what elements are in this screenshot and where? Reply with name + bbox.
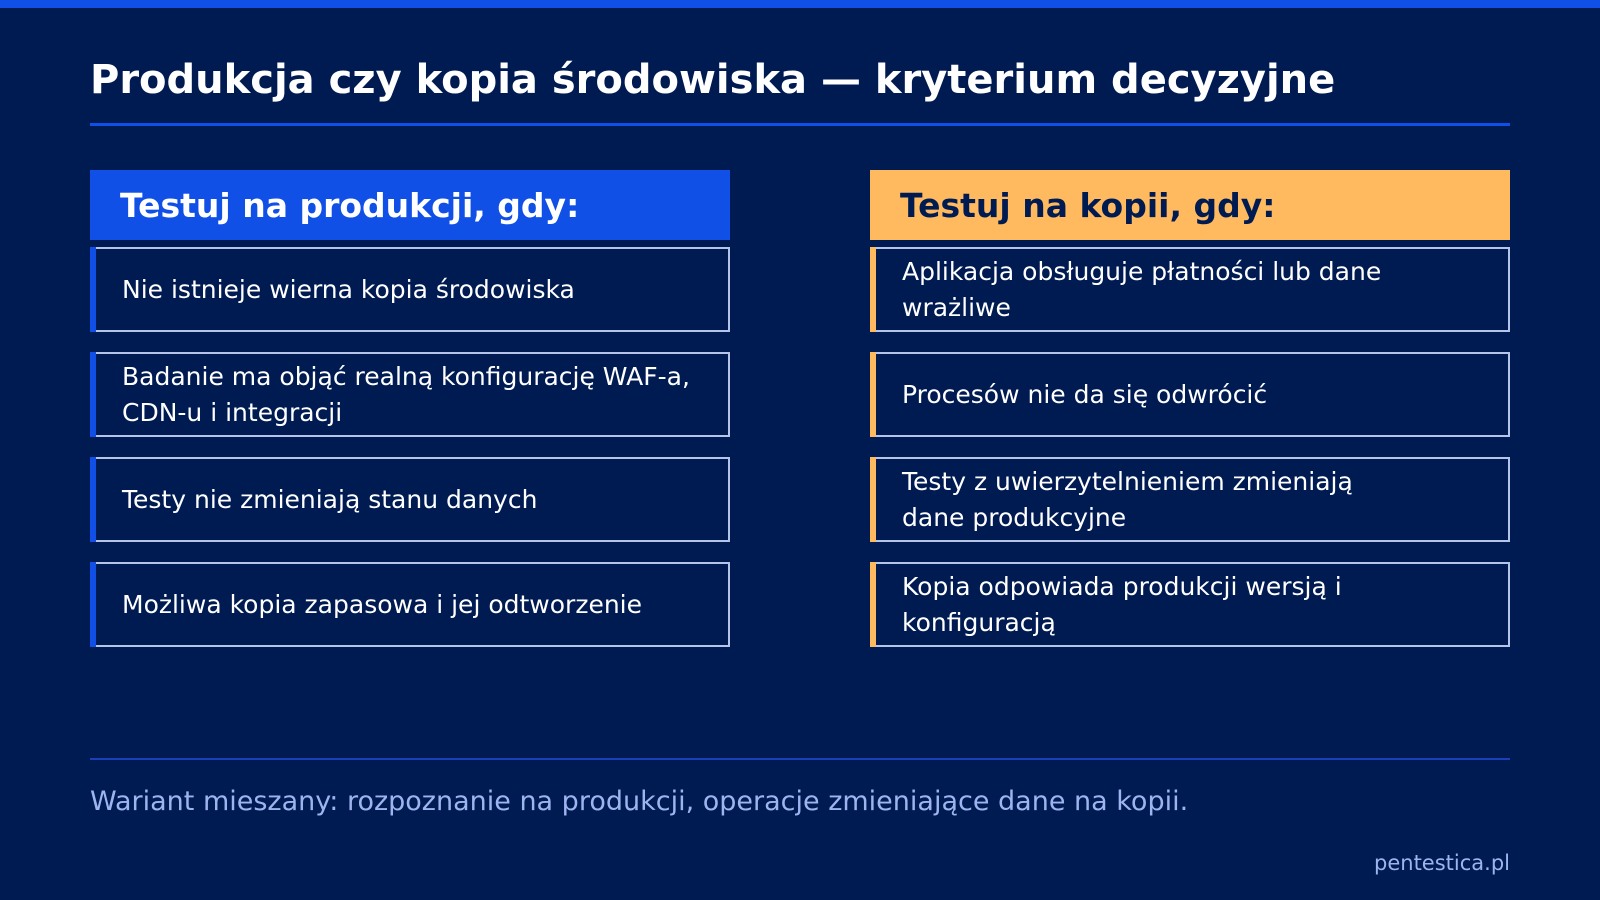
page-title: Produkcja czy kopia środowiska — kryterium decyzyjne: [90, 57, 1336, 103]
production-criterion: Badanie ma objąć realną konfigurację WAF-a, CDN-u i integracji: [90, 352, 730, 437]
copy-column-header: Testuj na kopii, gdy:: [870, 170, 1510, 240]
footer-divider: [90, 758, 1510, 760]
title-divider: [90, 123, 1510, 126]
copy-criterion: Aplikacja obsługuje płatności lub dane wrażliwe: [870, 247, 1510, 332]
production-column-header: Testuj na produkcji, gdy:: [90, 170, 730, 240]
production-criterion: Możliwa kopia zapasowa i jej odtworzenie: [90, 562, 730, 647]
top-accent-bar: [0, 0, 1600, 8]
copy-criterion: Procesów nie da się odwrócić: [870, 352, 1510, 437]
production-criterion: Nie istnieje wierna kopia środowiska: [90, 247, 730, 332]
production-column: [90, 170, 730, 619]
copy-criterion: Testy z uwierzytelnieniem zmieniają dane produkcyjne: [870, 457, 1510, 542]
copy-criterion: Kopia odpowiada produkcji wersją i konfiguracją: [870, 562, 1510, 647]
production-criterion: Testy nie zmieniają stanu danych: [90, 457, 730, 542]
brand-label: pentestica.pl: [1374, 851, 1510, 875]
copy-column: [870, 170, 1510, 637]
footer-note: Wariant mieszany: rozpoznanie na produkcji, operacje zmieniające dane na kopii.: [90, 786, 1189, 817]
